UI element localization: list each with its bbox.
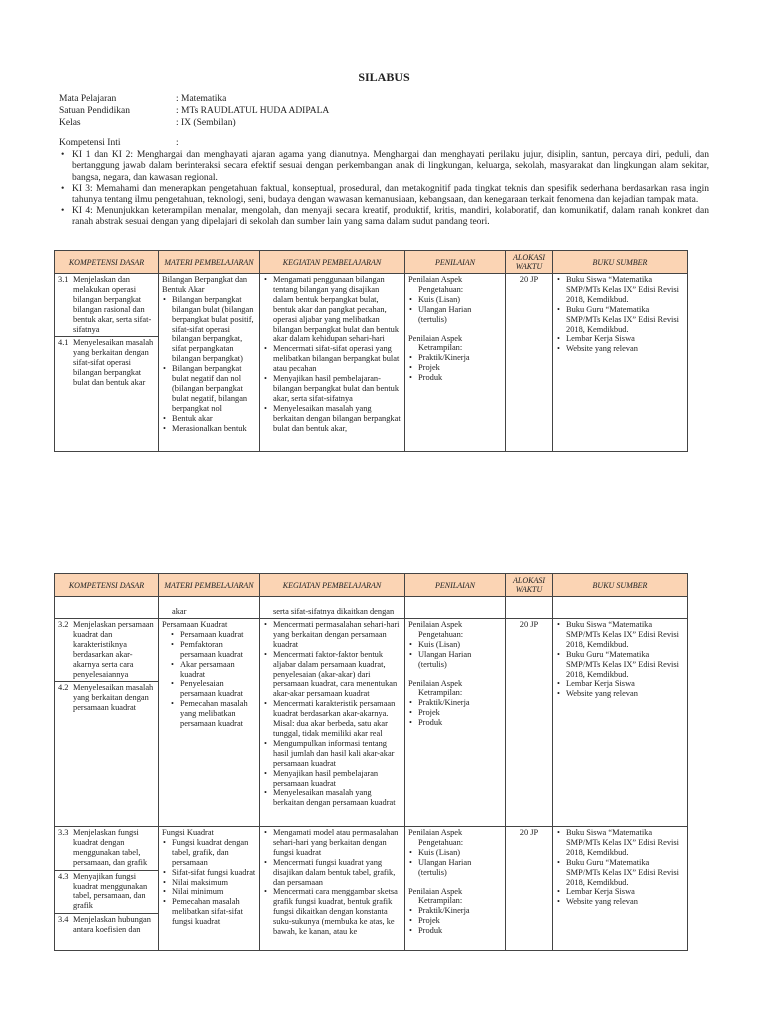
- silabus-table-1: [54, 250, 688, 452]
- materi-cell: [159, 619, 260, 827]
- header-kegiatan: KEGIATAN PEMBELAJARAN: [260, 251, 405, 274]
- header-kegiatan: KEGIATAN PEMBELAJARAN: [260, 574, 405, 597]
- materi-list: [162, 838, 256, 927]
- ki-heading: [59, 138, 709, 149]
- list-item: • Mengumpulkan informasi tentang hasil jumlah dan hasil kali akar-akar persamaan kuadrat: [263, 739, 401, 769]
- list-item: • Produk: [408, 373, 502, 383]
- ki-list: [59, 150, 709, 228]
- list-item: • Lembar Kerja Siswa: [556, 887, 684, 897]
- penilaian-aspect-name: Ketrampilan:: [418, 896, 463, 906]
- header-alokasi: ALOKASI WAKTU: [506, 574, 553, 597]
- kd-item: [58, 338, 155, 388]
- kd-item: [58, 683, 155, 713]
- list-item: • Website yang relevan: [556, 897, 684, 907]
- materi-list: [162, 295, 256, 434]
- kd-text: Menjelaskan persamaan kuadrat dan karakteristiknya berdasarkan akar-akarnya serta cara penyelesaiannya: [73, 620, 154, 679]
- penilaian-aspect-name: Ketrampilan:: [418, 343, 463, 353]
- kegiatan-list: [263, 275, 401, 434]
- header-penilaian: PENILAIAN: [405, 251, 506, 274]
- list-item: • Buku Guru “Matematika SMP/MTs Kelas IX” Edisi Revisi 2018, Kemdikbud.: [556, 305, 684, 335]
- kd-cell: [55, 619, 159, 827]
- buku-cell: [553, 619, 688, 827]
- list-item: • Ulangan Harian (tertulis): [408, 305, 502, 325]
- penilaian-cell: [405, 827, 506, 951]
- list-item: • Website yang relevan: [556, 689, 684, 699]
- continued-text: akar: [172, 607, 187, 617]
- penilaian-cell: [405, 597, 506, 619]
- materi-cell: [159, 597, 260, 619]
- list-item: • Bilangan berpangkat bilangan bulat (bilangan berpangkat bulat positif, sifat-sifat operasi bilangan berpangkat, sifat perpangkatan bilangan berpangkat): [162, 295, 256, 364]
- kd-number: 3.2: [58, 620, 69, 629]
- ki-item: • KI 1 dan KI 2: Menghargai dan menghayati ajaran agama yang dianutnya. Menghargai dan menghayati perilaku jujur, disiplin, santun, percaya diri, peduli, dan bertanggung jawab dalam berinteraksi secara efektif sesuai dengan perkembangan anak di lingkungan, keluarga, sekolah, masyarakat dan lingkungan alam sekitar, bangsa, negara, dan kawasan regional.: [59, 150, 709, 184]
- silabus-table-2: [54, 573, 688, 951]
- header-kd: KOMPETENSI DASAR: [55, 251, 159, 274]
- penilaian-list: [408, 698, 502, 728]
- alokasi-cell: 20 JP: [506, 619, 553, 827]
- list-item: • Produk: [408, 718, 502, 728]
- list-item: • Projek: [408, 708, 502, 718]
- penilaian-aspect-name: Ketrampilan:: [418, 688, 463, 698]
- list-item: • Kuis (Lisan): [408, 640, 502, 650]
- buku-list: [556, 828, 684, 907]
- penilaian-aspect-label: Penilaian Aspek: [408, 275, 463, 284]
- header-kd: KOMPETENSI DASAR: [55, 574, 159, 597]
- list-item: • Praktik/Kinerja: [408, 698, 502, 708]
- penilaian-aspect-label: Penilaian Aspek: [408, 620, 463, 629]
- info-row-class: [59, 117, 329, 129]
- penilaian-aspect-name: Pengetahuan:: [418, 284, 464, 294]
- ki-colon: :: [176, 138, 179, 148]
- list-item: • Mencermati permasalahan sehari-hari yang berkaitan dengan persamaan kuadrat: [263, 620, 401, 650]
- table-row: [55, 274, 688, 452]
- list-item: • Buku Siswa “Matematika SMP/MTs Kelas IX” Edisi Revisi 2018, Kemdikbud.: [556, 828, 684, 858]
- kompetensi-inti-section: [59, 138, 709, 229]
- list-item: • Kuis (Lisan): [408, 295, 502, 305]
- penilaian-list: [408, 906, 502, 936]
- kd-divider: [55, 870, 158, 871]
- kd-number: 3.1: [58, 275, 69, 284]
- kd-item: [58, 620, 155, 679]
- list-item: • Sifat-sifat fungsi kuadrat: [162, 868, 256, 878]
- kd-number: 4.2: [58, 683, 69, 693]
- kd-text: Menjelaskan dan melakukan operasi bilangan berpangkat bilangan rasional dan bentuk akar, serta sifat-sifatnya: [73, 275, 152, 334]
- continued-text: serta sifat-sifatnya dikaitkan dengan: [273, 607, 395, 617]
- list-item: • Projek: [408, 916, 502, 926]
- info-row-subject: [59, 93, 329, 105]
- list-item: • Menyelesaikan masalah yang berkaitan dengan persamaan kuadrat: [263, 788, 401, 808]
- list-item: • Buku Siswa “Matematika SMP/MTs Kelas IX” Edisi Revisi 2018, Kemdikbud.: [556, 275, 684, 305]
- list-item: • Mencermati karakteristik persamaan kuadrat berdasarkan akar-akarnya. Misal: dua akar berbeda, satu akar tunggal, tidak memiliki akar real: [263, 699, 401, 739]
- penilaian-list: [408, 353, 502, 383]
- kegiatan-list: [263, 620, 401, 808]
- materi-title: Fungsi Kuadrat: [162, 828, 214, 837]
- list-item: • Penyelesaian persamaan kuadrat: [170, 679, 256, 699]
- header-penilaian: PENILAIAN: [405, 574, 506, 597]
- kd-number: 4.1: [58, 338, 69, 348]
- list-item: • Praktik/Kinerja: [408, 906, 502, 916]
- table-header-row: [55, 574, 688, 597]
- ki-label: Kompetensi Inti: [59, 138, 121, 148]
- kd-number: 3.3: [58, 828, 69, 837]
- kd-text: Menyajikan fungsi kuadrat menggunakan tabel, persamaan, dan grafik: [73, 871, 148, 911]
- list-item: • Produk: [408, 926, 502, 936]
- materi-title: Bilangan Berpangkat dan Bentuk Akar: [162, 275, 248, 294]
- kegiatan-list: [263, 828, 401, 937]
- list-item: • Bilangan berpangkat bulat negatif dan nol (bilangan berpangkat bulat negatif, bilangan berpangkat nol: [162, 364, 256, 414]
- buku-cell: [553, 597, 688, 619]
- list-item: • Mencermati faktor-faktor bentuk aljabar dalam persamaan kuadrat, penyelesaian (akar-akar) dari persamaan kuadrat, cara menentukan akar-akar persamaan kuadrat: [263, 650, 401, 700]
- buku-list: [556, 620, 684, 699]
- kd-number: 4.3: [58, 871, 69, 881]
- list-item: • Menyelesaikan masalah yang berkaitan dengan bilangan berpangkat bulat dan bentuk akar,: [263, 404, 401, 434]
- alokasi-cell: 20 JP: [506, 827, 553, 951]
- penilaian-aspect-label: Penilaian Aspek: [408, 678, 463, 688]
- kd-cell: [55, 274, 159, 452]
- table-row: [55, 827, 688, 951]
- list-item: • Menyajikan hasil pembelajaran-bilangan berpangkat bulat dan bentuk akar, serta sifat-sifatnya: [263, 374, 401, 404]
- penilaian-aspect-label: Penilaian Aspek: [408, 828, 463, 837]
- list-item: • Lembar Kerja Siswa: [556, 679, 684, 689]
- list-item: • Mencermati fungsi kuadrat yang disajikan dalam bentuk tabel, grafik, dan persamaan: [263, 858, 401, 888]
- penilaian-aspect-name: Pengetahuan:: [418, 629, 464, 639]
- penilaian-list: [408, 295, 502, 325]
- kd-item: [58, 872, 155, 912]
- info-row-school: [59, 105, 329, 117]
- penilaian-aspect-label: Penilaian Aspek: [408, 333, 463, 343]
- penilaian-list: [408, 848, 502, 878]
- materi-cell: [159, 274, 260, 452]
- kd-divider: [55, 681, 158, 682]
- penilaian-list: [408, 640, 502, 670]
- table-row: [55, 619, 688, 827]
- kd-item: [58, 828, 155, 868]
- ki-item: • KI 3: Memahami dan menerapkan pengetahuan faktual, konseptual, prosedural, dan metakognitif pada tingkat teknis dan spesifik sederhana berdasarkan rasa ingin tahunya tentang ilmu pengetahuan, teknologi, seni, budaya dengan wawasan kemanusiaan, kebangsaan, dan kenegaraan terkait fenomena dan kejadian tampak mata.: [59, 184, 709, 206]
- kd-number: 3.4: [58, 915, 69, 925]
- table-header-row: [55, 251, 688, 274]
- buku-list: [556, 275, 684, 354]
- kegiatan-cell: [260, 274, 405, 452]
- list-item: • Buku Guru “Matematika SMP/MTs Kelas IX” Edisi Revisi 2018, Kemdikbud.: [556, 650, 684, 680]
- kd-cell: [55, 597, 159, 619]
- list-item: • Menyajikan hasil pembelajaran persamaan kuadrat: [263, 769, 401, 789]
- materi-title: Persamaan Kuadrat: [162, 620, 228, 629]
- list-item: • Buku Guru “Matematika SMP/MTs Kelas IX” Edisi Revisi 2018, Kemdikbud.: [556, 858, 684, 888]
- info-value: : Matematika: [176, 94, 227, 104]
- list-item: • Mencermati cara menggambar sketsa grafik fungsi kuadrat, bentuk grafik fungsi dikaitkan dengan konstanta suku-sukunya (membuka ke atas, ke bawah, ke kanan, atau ke: [263, 887, 401, 937]
- list-item: • Bentuk akar: [162, 414, 256, 424]
- penilaian-aspect-name: Pengetahuan:: [418, 837, 464, 847]
- list-item: • Nilai maksimum: [162, 878, 256, 888]
- list-item: • Praktik/Kinerja: [408, 353, 502, 363]
- list-item: • Mengamati penggunaan bilangan tentang bilangan yang disajikan dalam bentuk berpangkat bulat, bentuk akar dan pangkat pecahan, operasi aljabar yang melibatkan bilangan berpangkat bulat dan bentuk akar dalam kehidupan sehari-hari: [263, 275, 401, 344]
- penilaian-aspect-label: Penilaian Aspek: [408, 886, 463, 896]
- list-item: • Website yang relevan: [556, 344, 684, 354]
- buku-cell: [553, 274, 688, 452]
- list-item: • Mengamati model atau permasalahan sehari-hari yang berkaitan dengan fungsi kuadrat: [263, 828, 401, 858]
- materi-cell: [159, 827, 260, 951]
- identity-block: [59, 93, 329, 129]
- info-value: : MTs RAUDLATUL HUDA ADIPALA: [176, 106, 330, 116]
- list-item: • Pemfaktoran persamaan kuadrat: [170, 640, 256, 660]
- list-item: • Fungsi kuadrat dengan tabel, grafik, dan persamaan: [162, 838, 256, 868]
- list-item: • Projek: [408, 363, 502, 373]
- buku-cell: [553, 827, 688, 951]
- penilaian-cell: [405, 619, 506, 827]
- alokasi-cell: 20 JP: [506, 274, 553, 452]
- list-item: • Lembar Kerja Siswa: [556, 334, 684, 344]
- page-title: SILABUS: [358, 70, 410, 84]
- info-label: Satuan Pendidikan: [59, 106, 130, 116]
- kegiatan-cell: [260, 827, 405, 951]
- ki-item: • KI 4: Menunjukkan keterampilan menalar, mengolah, dan menyaji secara kreatif, produktif, kritis, mandiri, kolaboratif, dan komunikatif, dalam ranah konkret dan ranah abstrak sesuai dengan yang dipelajari di sekolah dan sumber lain yang sama dalam sudut pandang teori.: [59, 206, 709, 228]
- kd-text: Menjelaskan fungsi kuadrat dengan menggunakan tabel, persamaan, dan grafik: [73, 828, 148, 867]
- list-item: • Ulangan Harian (tertulis): [408, 858, 502, 878]
- kegiatan-cell: [260, 619, 405, 827]
- kegiatan-cell: [260, 597, 405, 619]
- header-materi: MATERI PEMBELAJARAN: [159, 574, 260, 597]
- header-materi: MATERI PEMBELAJARAN: [159, 251, 260, 274]
- kd-divider: [55, 913, 158, 914]
- kd-divider: [55, 336, 158, 337]
- materi-list: [170, 630, 256, 729]
- kd-text: Menyelesaikan masalah yang berkaitan dengan sifat-sifat operasi bilangan berpangkat bulat dan bentuk akar: [73, 338, 154, 388]
- kd-text: Menyelesaikan masalah yang berkaitan dengan persamaan kuadrat: [73, 683, 154, 713]
- table-row-continuation: [55, 597, 688, 619]
- list-item: • Persamaan kuadrat: [170, 630, 256, 640]
- penilaian-cell: [405, 274, 506, 452]
- list-item: • Merasionalkan bentuk: [162, 424, 256, 434]
- list-item: • Akar persamaan kuadrat: [170, 660, 256, 680]
- list-item: • Mencermati sifat-sifat operasi yang melibatkan bilangan berpangkat bulat atau pecahan: [263, 344, 401, 374]
- header-buku: BUKU SUMBER: [553, 251, 688, 274]
- list-item: • Kuis (Lisan): [408, 848, 502, 858]
- list-item: • Pemecahan masalah yang melibatkan persamaan kuadrat: [170, 699, 256, 729]
- list-item: • Buku Siswa “Matematika SMP/MTs Kelas IX” Edisi Revisi 2018, Kemdikbud.: [556, 620, 684, 650]
- header-alokasi: ALOKASI WAKTU: [506, 251, 553, 274]
- kd-cell: [55, 827, 159, 951]
- info-label: Kelas: [59, 118, 81, 128]
- list-item: • Ulangan Harian (tertulis): [408, 650, 502, 670]
- alokasi-cell: [506, 597, 553, 619]
- kd-text: Menjelaskan hubungan antara koefisien dan: [73, 915, 151, 935]
- info-value: : IX (Sembilan): [176, 118, 236, 128]
- list-item: • Pemecahan masalah melibatkan sifat-sifat fungsi kuadrat: [162, 897, 256, 927]
- header-buku: BUKU SUMBER: [553, 574, 688, 597]
- info-label: Mata Pelajaran: [59, 94, 117, 104]
- kd-item: [58, 275, 155, 334]
- kd-item: [58, 915, 155, 935]
- list-item: • Nilai minimum: [162, 887, 256, 897]
